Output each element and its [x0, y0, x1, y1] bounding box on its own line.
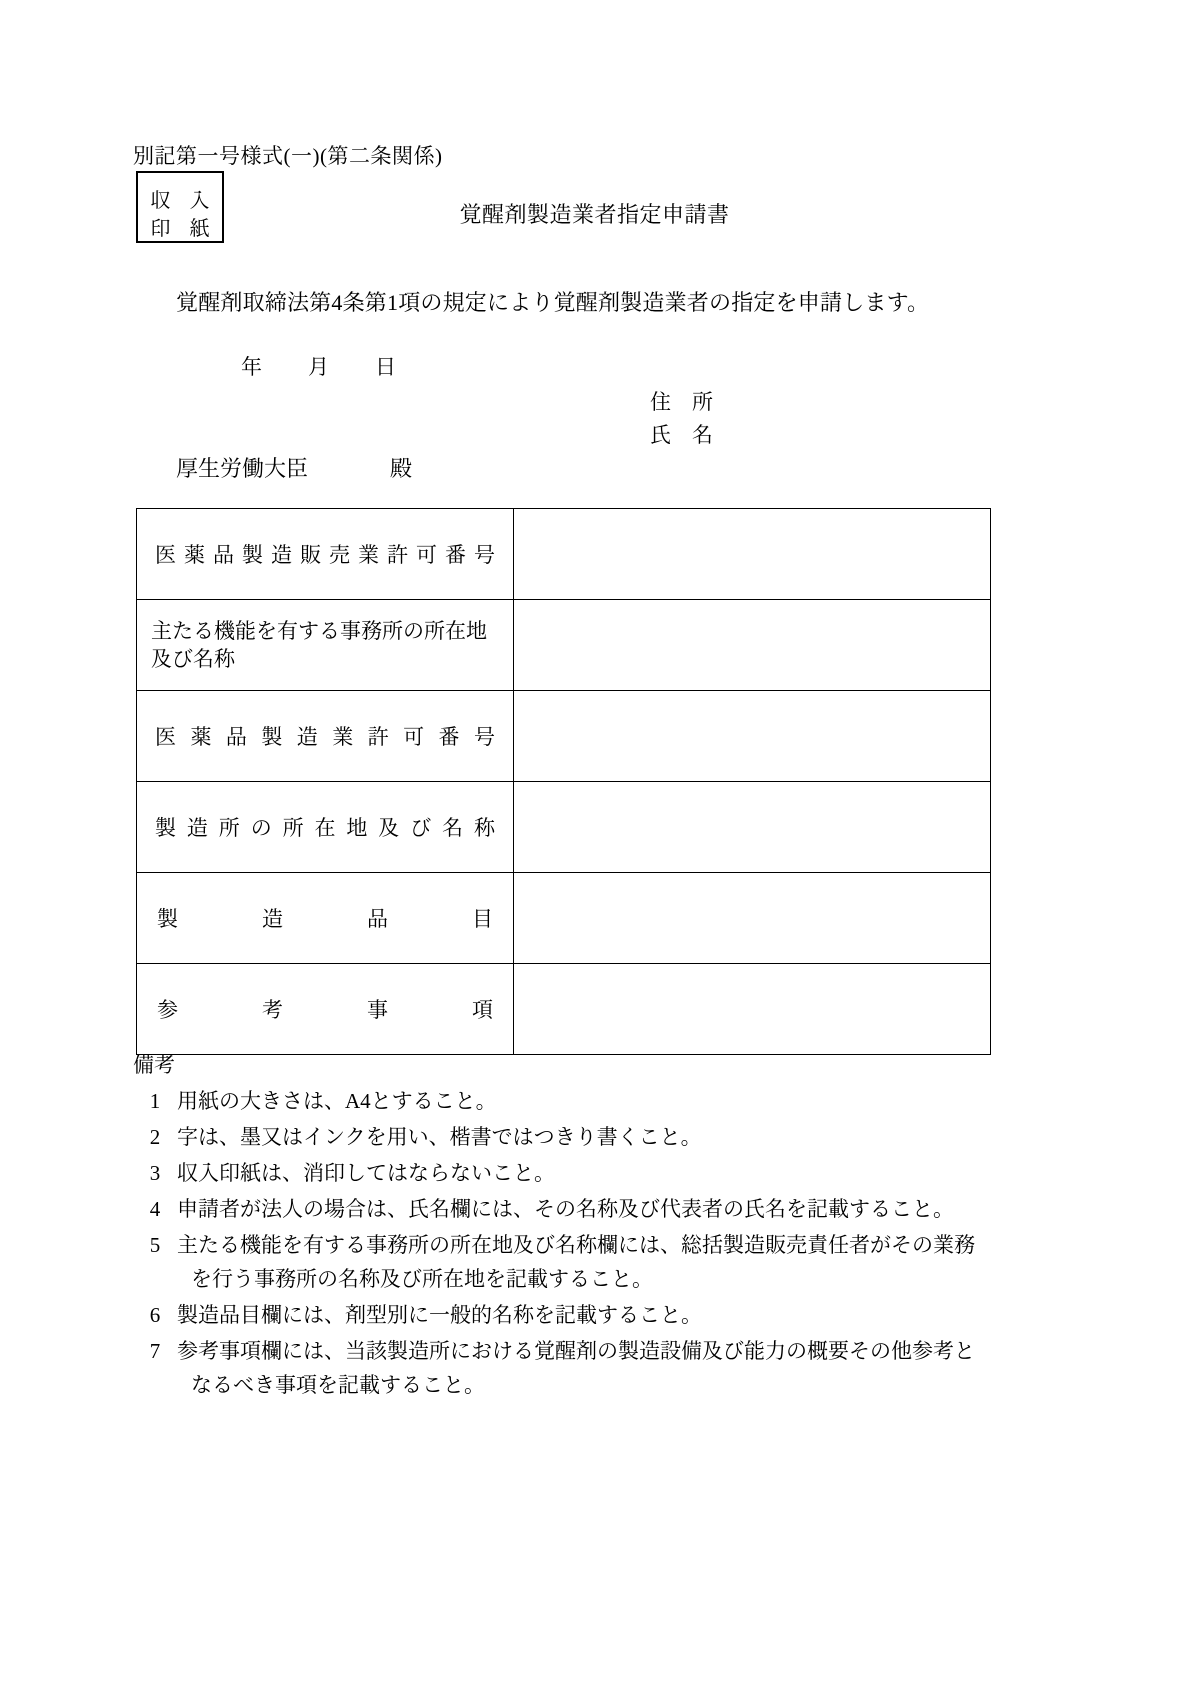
- note-text: [177, 1156, 1063, 1190]
- table-row-input-cell[interactable]: [514, 509, 991, 600]
- note-number: 1: [149, 1089, 161, 1113]
- notes-section: [133, 1048, 1063, 1402]
- notes-heading: 備考: [133, 1053, 175, 1077]
- table-row-label-cell: [137, 873, 514, 964]
- applicant-name-label: 氏 名: [650, 423, 713, 447]
- note-number: 2: [149, 1125, 161, 1149]
- revenue-stamp-line-2: 印 紙: [150, 218, 217, 240]
- table-row-input-cell[interactable]: [514, 964, 991, 1055]
- note-line: 用紙の大きさは、A4とすること。: [177, 1089, 497, 1113]
- note-line: 字は、墨又はインクを用い、楷書ではつきり書くこと。: [177, 1125, 702, 1149]
- table-row-label-cell: [137, 691, 514, 782]
- note-item: [133, 1192, 1063, 1226]
- date-day-label: 日: [375, 355, 396, 379]
- note-number: 3: [149, 1161, 161, 1185]
- note-number: 5: [149, 1233, 161, 1257]
- table-row-label-line-1: 主たる機能を有する事務所の所在地: [151, 618, 487, 643]
- note-line: 申請者が法人の場合は、氏名欄には、その名称及び代表者の氏名を記載すること。: [177, 1197, 954, 1221]
- date-month-label: 月: [308, 355, 329, 379]
- table-row-label-line-2: 及び名称: [151, 647, 235, 671]
- table-row-label-cell: [137, 964, 514, 1055]
- note-text: [177, 1192, 1063, 1226]
- note-number: 4: [149, 1197, 161, 1221]
- table-row: [137, 600, 991, 691]
- note-item: [133, 1084, 1063, 1118]
- date-line: [241, 351, 396, 381]
- addressee-line: [176, 452, 412, 483]
- table-row-label: 製造所の所在地及び名称: [155, 816, 495, 840]
- applicant-address-label: 住 所: [650, 390, 713, 414]
- note-line: 製造品目欄には、剤型別に一般的名称を記載すること。: [177, 1303, 702, 1327]
- note-text: [177, 1120, 1063, 1154]
- note-item: [133, 1334, 1063, 1402]
- note-text: [177, 1334, 1063, 1402]
- table-row: [137, 964, 991, 1055]
- table-row-input-cell[interactable]: [514, 691, 991, 782]
- note-item: [133, 1228, 1063, 1296]
- form-code-label: 別記第一号様式(一)(第二条関係): [133, 144, 443, 168]
- applicant-block: [650, 386, 713, 452]
- table-row-label-cell: [137, 782, 514, 873]
- document-title: [0, 198, 1181, 229]
- note-line: なるべき事項を記載すること。: [191, 1373, 485, 1397]
- table-row: [137, 873, 991, 964]
- table-row-label-cell: [137, 509, 514, 600]
- table-row-label: 医薬品製造販売業許可番号: [155, 543, 495, 567]
- note-text: [177, 1084, 1063, 1118]
- table-row: [137, 782, 991, 873]
- note-item: [133, 1156, 1063, 1190]
- note-line: を行う事務所の名称及び所在地を記載すること。: [191, 1267, 653, 1291]
- addressee-title: 厚生労働大臣: [176, 456, 309, 481]
- addressee-honorific: 殿: [390, 456, 413, 481]
- note-number: 7: [149, 1339, 161, 1363]
- table-row-label: 医薬品製造業許可番号: [155, 725, 495, 749]
- table-row-input-cell[interactable]: [514, 600, 991, 691]
- note-number: 6: [149, 1303, 161, 1327]
- note-text: [177, 1228, 1063, 1296]
- document-title-text: 覚醒剤製造業者指定申請書: [459, 202, 730, 227]
- note-item: [133, 1120, 1063, 1154]
- revenue-stamp-line-1: 収 入: [150, 190, 217, 212]
- table-row-label: 製造品目: [157, 907, 493, 931]
- table-row-input-cell[interactable]: [514, 782, 991, 873]
- note-line: 参考事項欄には、当該製造所における覚醒剤の製造設備及び能力の概要その他参考と: [177, 1339, 975, 1363]
- date-year-label: 年: [241, 355, 262, 379]
- table-row-label: 参考事項: [157, 998, 493, 1022]
- note-item: [133, 1298, 1063, 1332]
- lead-statement: 覚醒剤取締法第4条第1項の規定により覚醒剤製造業者の指定を申請します。: [176, 290, 930, 315]
- note-line: 主たる機能を有する事務所の所在地及び名称欄には、総括製造販売責任者がその業務: [177, 1233, 975, 1257]
- application-table: [136, 508, 991, 1055]
- table-row-input-cell[interactable]: [514, 873, 991, 964]
- table-row-label-cell: [137, 600, 514, 691]
- note-text: [177, 1298, 1063, 1332]
- note-line: 収入印紙は、消印してはならないこと。: [177, 1161, 555, 1185]
- table-row: [137, 691, 991, 782]
- table-row: [137, 509, 991, 600]
